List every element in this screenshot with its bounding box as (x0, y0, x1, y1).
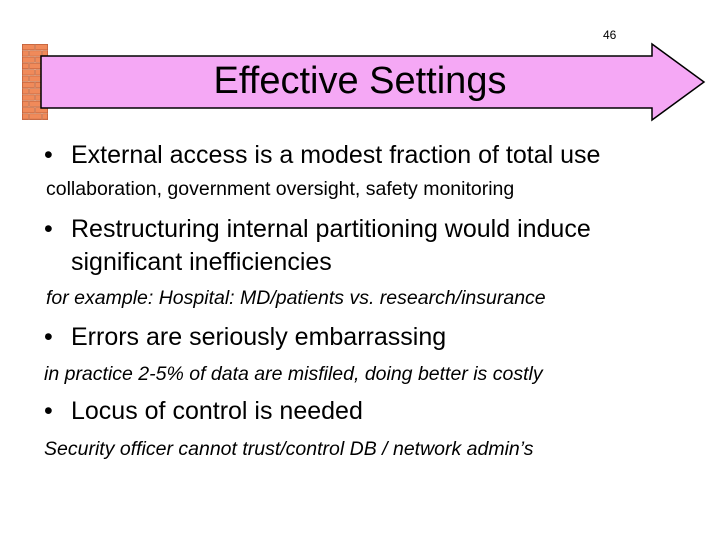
brick (23, 57, 35, 62)
bullet-text: Restructuring internal partitioning would induce (71, 215, 591, 243)
brick (23, 51, 29, 56)
bullet-marker: • (44, 323, 53, 351)
bullet-subtext: Security officer cannot trust/control DB / network admin’s (44, 438, 534, 460)
bullet-marker: • (44, 141, 53, 169)
brick (23, 45, 35, 50)
brick (23, 108, 35, 113)
bullet-text: Locus of control is needed (71, 397, 363, 425)
bullet-marker: • (44, 397, 53, 425)
brick (23, 95, 35, 100)
bullet-subtext: for example: Hospital: MD/patients vs. research/insurance (46, 287, 546, 309)
brick (23, 63, 29, 68)
bullet-subtext: in practice 2-5% of data are misfiled, doing better is costly (44, 363, 543, 385)
slide-title: Effective Settings (213, 60, 507, 102)
brick (23, 76, 29, 81)
bullet-text: Errors are seriously embarrassing (71, 323, 447, 351)
brick (23, 114, 29, 119)
bullet-subtext: collaboration, government oversight, safety monitoring (46, 178, 515, 200)
bullet-marker: • (44, 215, 53, 243)
brick (23, 89, 29, 94)
brick (23, 101, 29, 106)
bullet-text: significant inefficiencies (71, 248, 332, 276)
brick (23, 82, 35, 87)
brick (23, 70, 35, 75)
bullet-text: External access is a modest fraction of total use (71, 141, 601, 169)
slide-number: 46 (603, 28, 617, 42)
